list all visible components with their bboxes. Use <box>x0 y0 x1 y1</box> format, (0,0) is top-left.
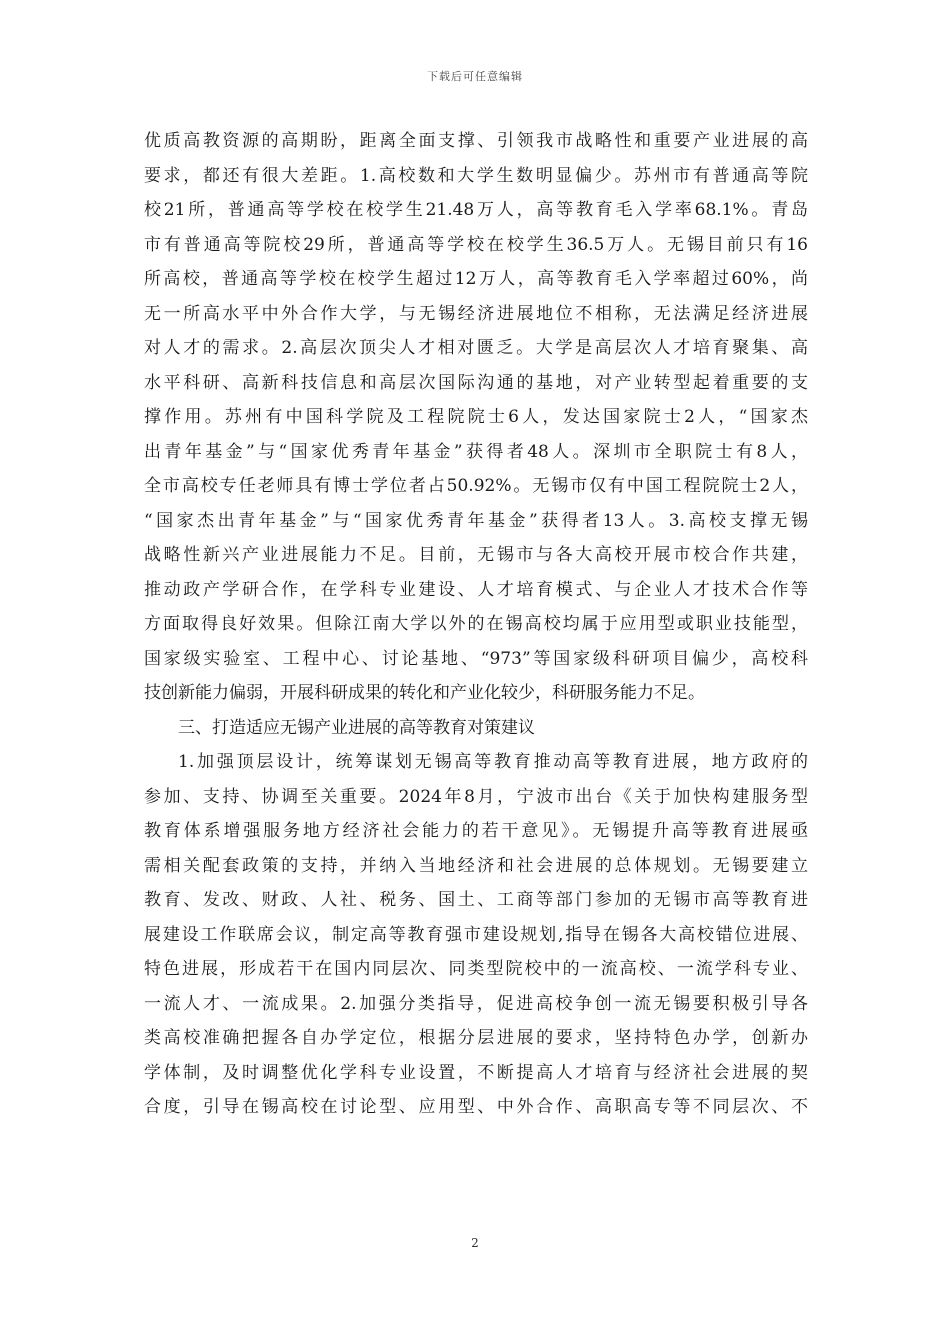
body-line: 教育、发改、财政、人社、税务、国土、工商等部门参加的无锡市高等教育进 <box>144 890 808 910</box>
body-line: 优质高教资源的高期盼，距离全面支撑、引领我市战略性和重要产业进展的高 <box>144 131 808 151</box>
body-line: 参加、支持、协调至关重要。2024年8月，宁波市出台《关于加快构建服务型 <box>144 786 808 807</box>
body-line: 对人才的需求。2.高层次顶尖人才相对匮乏。大学是高层次人才培育聚集、高 <box>144 338 808 358</box>
body-line: 战略性新兴产业进展能力不足。目前，无锡市与各大高校开展市校合作共建， <box>144 545 808 565</box>
body-line: 水平科研、高新科技信息和高层次国际沟通的基地，对产业转型起着重要的支 <box>144 372 808 393</box>
section-heading: 三、打造适应无锡产业进展的高等教育对策建议 <box>178 717 535 738</box>
body-line: 技创新能力偏弱，开展科研成果的转化和产业化较少，科研服务能力不足。 <box>144 683 705 703</box>
body-line: 市有普通高等院校29所，普通高等学校在校学生36.5万人。无锡目前只有16 <box>144 234 808 255</box>
body-line: 展建设工作联席会议，制定高等教育强市建设规划,指导在锡各大高校错位进展、 <box>144 924 808 945</box>
body-line: 需相关配套政策的支持，并纳入当地经济和社会进展的总体规划。无锡要建立 <box>144 855 808 876</box>
body-line: 方面取得良好效果。但除江南大学以外的在锡高校均属于应用型或职业技能型， <box>144 614 808 634</box>
body-line: 国家级实验室、工程中心、讨论基地、“973”等国家级科研项目偏少，高校科 <box>144 648 809 669</box>
body-line: 全市高校专任老师具有博士学位者占50.92%。无锡市仅有中国工程院院士2人， <box>144 476 808 496</box>
body-line: 要求，都还有很大差距。1.高校数和大学生数明显偏少。苏州市有普通高等院 <box>144 165 808 186</box>
body-line: 学体制，及时调整优化学科专业设置，不断提高人才培育与经济社会进展的契 <box>144 1062 808 1083</box>
body-line: 合度，引导在锡高校在讨论型、应用型、中外合作、高职高专等不同层次、不 <box>144 1097 808 1117</box>
body-line: 无一所高水平中外合作大学，与无锡经济进展地位不相称，无法满足经济进展 <box>144 303 808 324</box>
page-number: 2 <box>471 1236 479 1250</box>
body-line: 1.加强顶层设计，统筹谋划无锡高等教育推动高等教育进展，地方政府的 <box>178 752 808 772</box>
body-line: 出青年基金”与“国家优秀青年基金”获得者48人。深圳市全职院士有8人， <box>144 441 808 462</box>
page-header: 下载后可任意编辑 <box>427 70 523 83</box>
body-line: 特色进展，形成若干在国内同层次、同类型院校中的一流高校、一流学科专业、 <box>144 959 808 979</box>
body-line: 教育体系增强服务地方经济社会能力的若干意见》。无锡提升高等教育进展亟 <box>144 821 808 841</box>
body-line: 类高校准确把握各自办学定位，根据分层进展的要求，坚持特色办学，创新办 <box>144 1028 808 1048</box>
body-line: 一流人才、一流成果。2.加强分类指导，促进高校争创一流无锡要积极引导各 <box>144 993 808 1014</box>
body-line: 所高校，普通高等学校在校学生超过12万人，高等教育毛入学率超过60%，尚 <box>144 269 808 289</box>
body-line: “国家杰出青年基金”与“国家优秀青年基金”获得者13人。3.高校支撑无锡 <box>144 510 808 531</box>
body-line: 推动政产学研合作，在学科专业建设、人才培育模式、与企业人才技术合作等 <box>144 579 808 600</box>
body-line: 校21所，普通高等学校在校学生21.48万人，高等教育毛入学率68.1%。青岛 <box>144 200 808 220</box>
body-line: 撑作用。苏州有中国科学院及工程院院士6人，发达国家院士2人，“国家杰 <box>144 407 808 427</box>
document-body <box>144 124 808 1125</box>
